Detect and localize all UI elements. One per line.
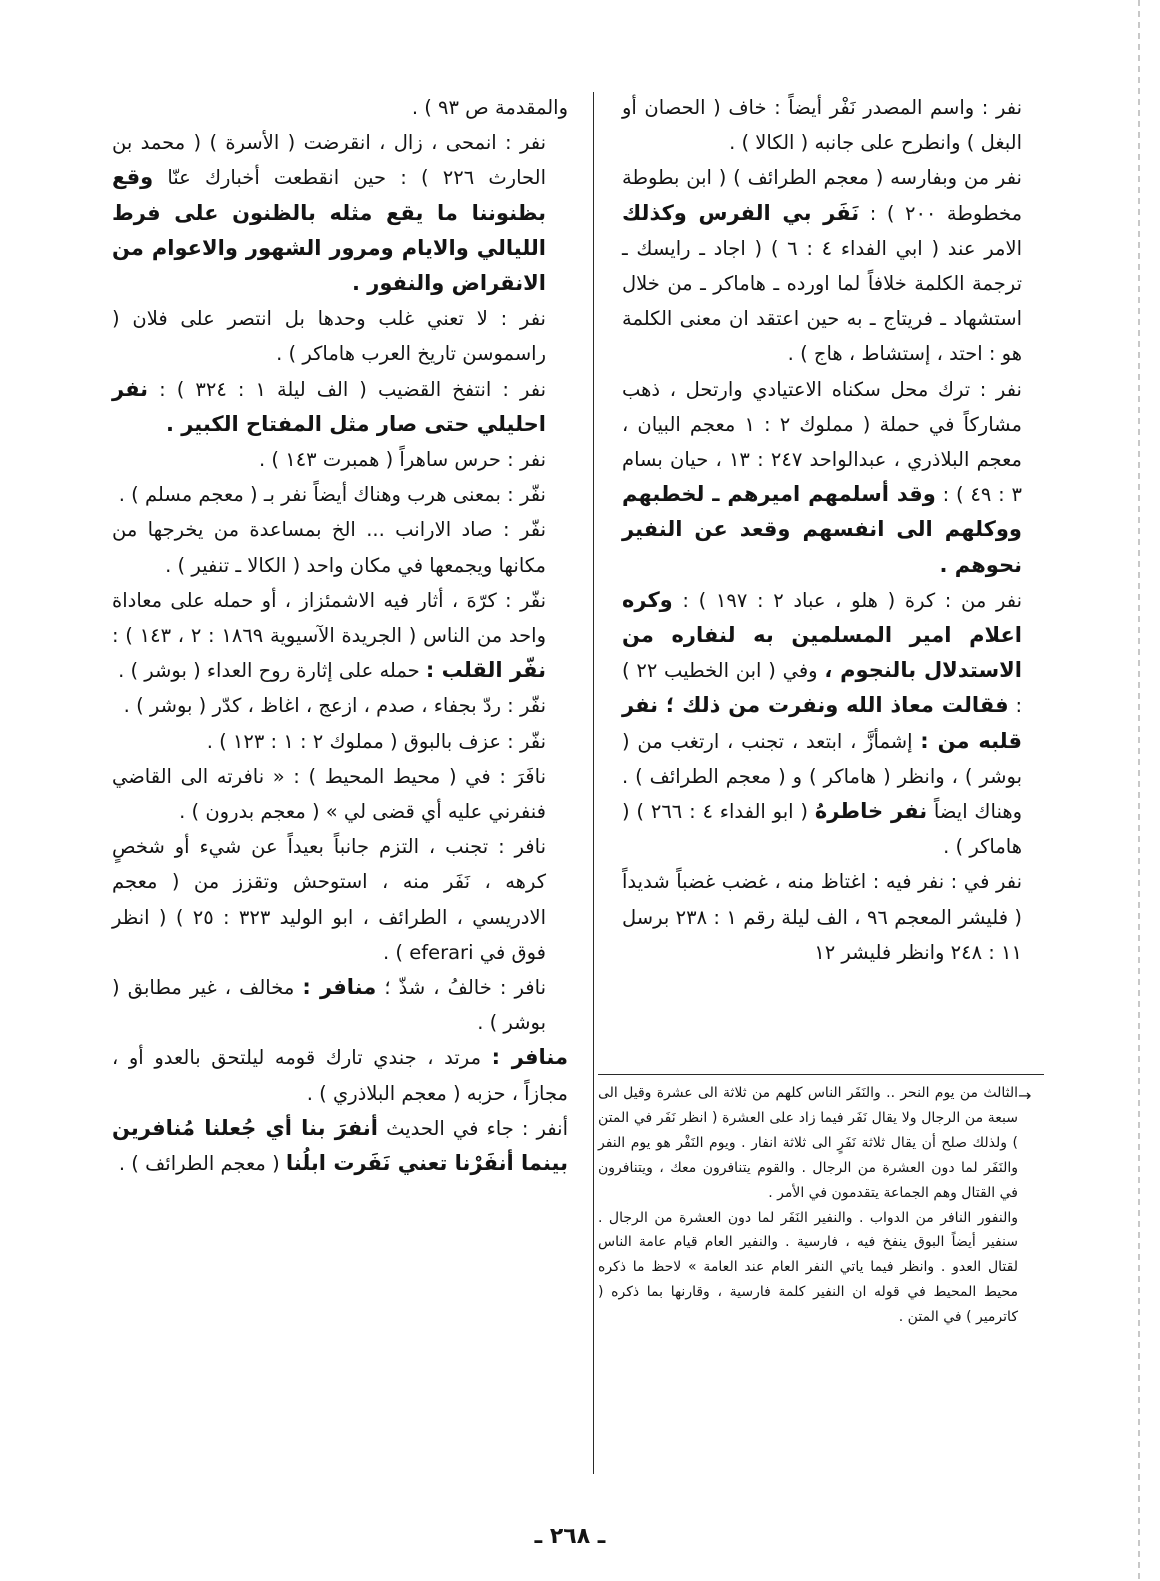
entry: نفّر : ردّ بجفاء ، صدم ، ازعج ، اغاظ ، كدّر ( بوشر ) .: [123, 694, 546, 718]
left-column: [112, 90, 568, 1181]
entry: نفّر : بمعنى هرب وهناك أيضاً نفر بـ ( معجم مسلم ) .: [118, 483, 546, 507]
entry: نفر : انتفخ القضيب ( الف ليلة ١ : ٣٢٤ ) : نفر احليلي حتى صار مثل المفتاح الكبير .: [112, 376, 547, 436]
entry: نفّر : كرّهَ ، أثار فيه الاشمئزاز ، أو حمله على معاداة واحد من الناس ( الجريدة الآسيوية ١٨٦٩ : ٢ ، ١٤٣ ) : نفّر القلب : حمله على إثارة روح العداء ( بوشر ) .: [112, 588, 546, 683]
entry: نفر : انمحى ، زال ، انقرضت ( الأسرة ) ( محمد بن الحارث ٢٢٦ ) : حين انقطعت أخبارك عنّا وقع بظنوننا ما يقع مثله بالظنون على فرط الليالي والايام ومرور الشهور والاعوام من الانقراض والنفور .: [112, 131, 546, 296]
entry: أنفر : جاء في الحديث أنفرَ بنا أي جُعلنا مُنافرين بينما أنفَرْنا تعني نَفَرت ابلُنا ( معجم الطرائف ) .: [112, 1115, 568, 1176]
entry: نفر : ترك محل سكناه الاعتيادي وارتحل ، ذهب مشاركاً في حملة ( مملوك ٢ : ١ معجم البيان ، معجم البلاذري ، عبدالواحد ٢٤٧ : ١٣ ، حيان بسام ٣ : ٤٩ ) : وقد أسلمهم اميرهم ـ لخطبهم ووكلهم الى انفسهم وقعد عن النفير نحوهم .: [622, 377, 1023, 577]
entry: نفر في : نفر فيه : اغتاظ منه ، غضب غضباً شديداً ( فليشر المعجم ٩٦ ، الف ليلة رقم ١ : ٢٣٨ برسل ١١ : ٢٤٨ وانظر فليشر ١٢: [622, 870, 1023, 964]
entry: منافر : مرتد ، جندي تارك قومه ليلتحق بالعدو أو ، مجازاً ، حزبه ( معجم البلاذري ) .: [112, 1045, 569, 1105]
entry: نفر من : كرة ( هلو ، عباد ٢ : ١٩٧ ) : وكره اعلام امير المسلمين به لنفاره من الاستدلال بالنجوم ، وفي ( ابن الخطيب ٢٢ ) : فقالت معاذ الله ونفرت من ذلك ؛ نفر قلبه من : إشمأزَّ ، ابتعد ، تجنب ، ارتغب من ( بوشر ) ، وانظر ( هاماكر ) و ( معجم الطرائف ) . وهناك ايضاً نفر خاطرهُ ( ابو الفداء ٤ : ٢٦٦ ) ( هاماكر ) .: [622, 587, 1023, 859]
footnote-paragraph: الثالث من يوم النحر .. والنَفَر الناس كلهم من ثلاثة الى عشرة وقيل الى سبعة من الرجال ولا يقال نَفَر فيما زاد على العشرة ( انظر نَفَر في المتن ) ولذلك صلح أن يقال ثلاثة نَفَرٍ الى ثلاثة انفار . ويوم النَفْر هو يوم النفر والنَفَر لما دون العشرة من الرجال . والقوم يتنافرون معك ، ويتنافرون في القتال وهم الجماعة يتقدمون في الأمر .: [598, 1085, 1018, 1201]
entry: نافَرَ : في ( محيط المحيط ) : « نافرته الى القاضي فنفرني عليه أي قضى لي » ( معجم بدرون ) .: [112, 764, 546, 824]
entry: نفر : واسم المصدر نَفْر أيضاً : خاف ( الحصان أو البغل ) وانطرح على جانبه ( الكالا ) .: [622, 96, 1022, 155]
entry: نفر : لا تعني غلب وحدها بل انتصر على فلان ( راسموسن تاريخ العرب هاماكر ) .: [112, 307, 546, 366]
column-divider: [593, 92, 594, 1474]
footnote-rule: [598, 1074, 1044, 1075]
entry: نافر : تجنب ، التزم جانباً بعيداً عن شيء أو شخصٍ كرهه ، نَفَر منه ، استوحش وتقزز من ( معجم الادريسي ، الطرائف ، ابو الوليد ٣٢٣ : ٢٥ ) ( انظر فوق في eferari ) .: [112, 835, 546, 964]
entry: نفّر : عزف بالبوق ( مملوك ٢ : ١ : ١٢٣ ) .: [206, 729, 546, 753]
entry: نافر : خالفُ ، شذّ ؛ منافر : مخالف ، غير مطابق ( بوشر ) .: [112, 975, 546, 1035]
footnote-paragraph: والنفور النافر من الدواب . والنفير النَفَر لما دون العشرة من الرجال . سنفير أيضاً البوق ينفخ فيه ، فارسية . والنفير العام قيام عامة الناس لقتال العدو . وانظر فيما ياتي النفر العام عند العامة » لاحظ ما ذكره محيط المحيط في قوله ان النفير كلمة فارسية ، وقارنها بما ذكره ( كاترمير ) في المتن .: [598, 1209, 1018, 1326]
entry: نفر : حرس ساهراً ( همبرت ١٤٣ ) .: [259, 448, 546, 472]
entry: والمقدمة ص ٩٣ ) .: [411, 96, 568, 119]
entry: نفّر : صاد الارانب ... الخ بمساعدة من يخرجها من مكانها ويجمعها في مكان واحد ( الكالا ـ تنفير ) .: [112, 518, 546, 577]
left-arrow-icon: →: [1018, 1086, 1032, 1105]
footnote: [598, 1081, 1018, 1330]
right-column: [622, 90, 1044, 970]
entry: نفر من وبفارسه ( معجم الطرائف ) ( ابن بطوطة مخطوطة ٢٠٠ ) : نَفَر بي الفرس وكذلك الامر عند ( ابي الفداء ٤ : ٦ ) ( اجاد ـ رايسك ـ ترجمة الكلمة خلافاً لما اورده ـ هاماكر ـ من خلال استشهاد ـ فريتاج ـ به حين اعتقد ان معنى الكلمة هو : احتد ، إستشاط ، هاج ) .: [622, 166, 1023, 366]
scan-edge: [1138, 0, 1140, 1581]
page-number: ـ ٢٦٨ ـ: [534, 1524, 606, 1549]
